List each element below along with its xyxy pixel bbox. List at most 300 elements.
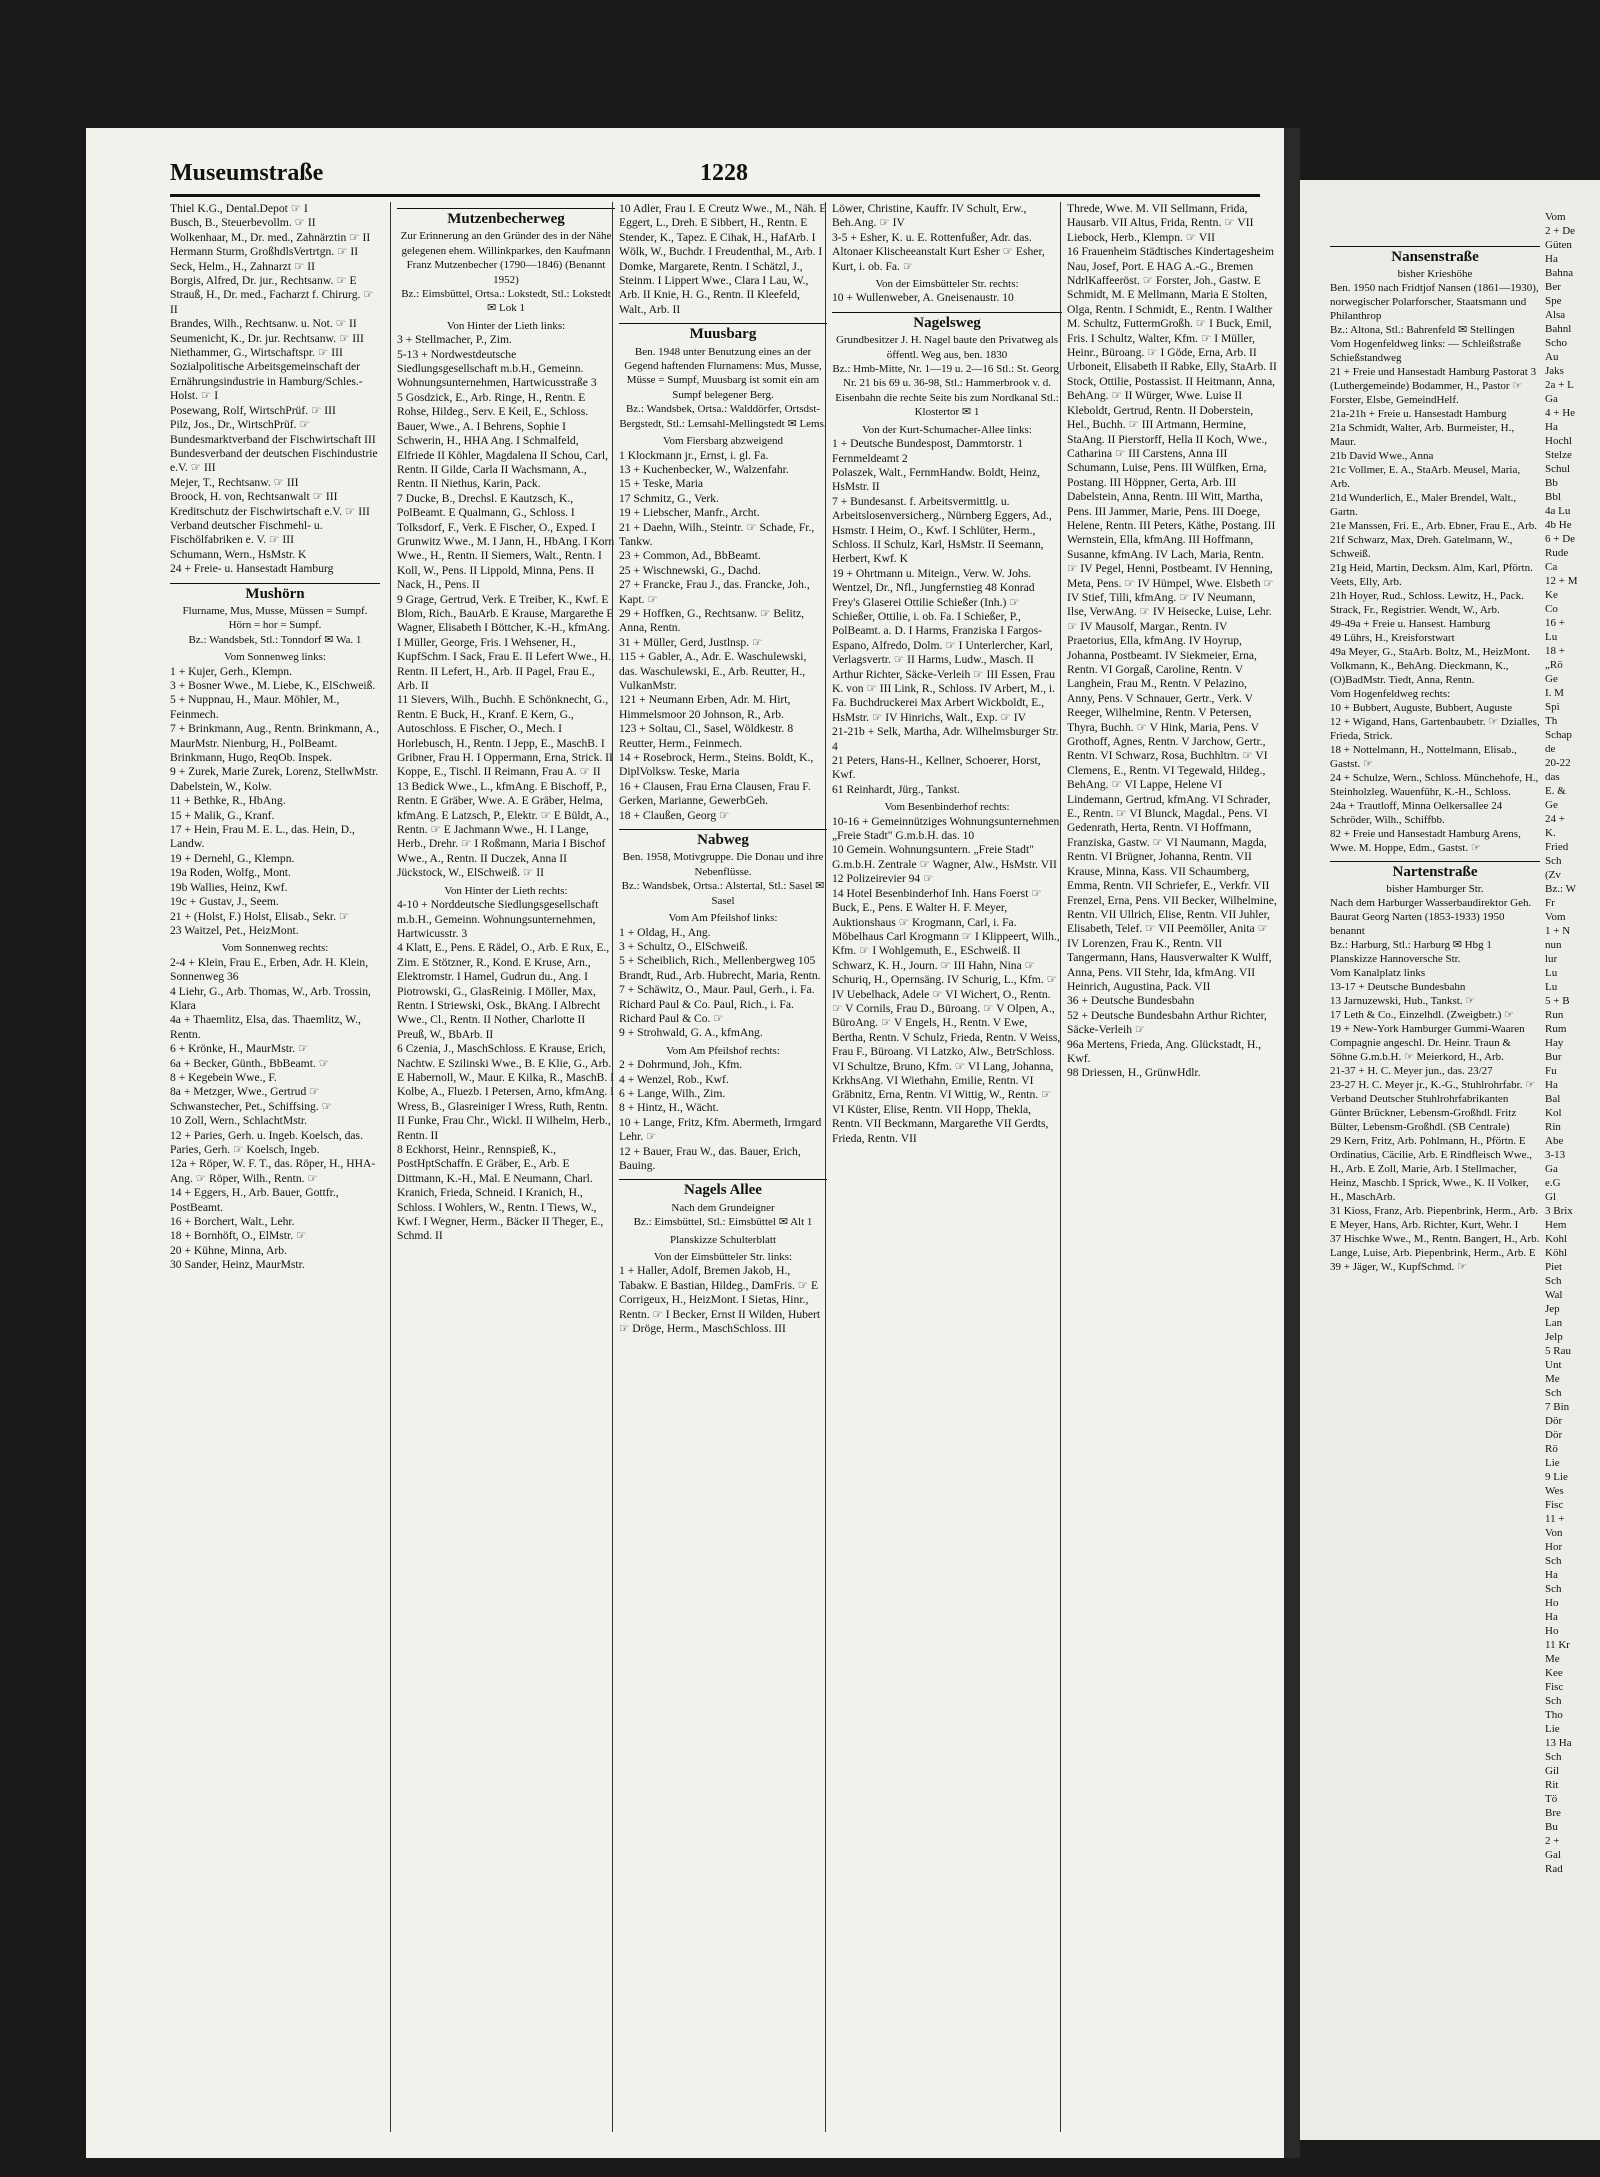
directory-entry: 123 + Soltau, Cl., Sasel, Wöldkestr. 8 Reutter, Herm., Feinmech. bbox=[619, 722, 794, 750]
directory-entry: Jelp bbox=[1545, 1331, 1563, 1343]
district-info: Bz.: Eimsbüttel, Ortsa.: Lokstedt, Stl.: Lokstedt ✉ Lok 1 bbox=[401, 288, 611, 315]
directory-entry: 5 + Scheiblich, Rich., Mellenbergweg 105 Brandt, Rud., Arb. Hubrecht, Maria, Rentn. bbox=[619, 954, 821, 982]
directory-entry: 37 Hischke Wwe., M., Rentn. Bangert, H., Arb. Lange, Luise, Arb. Piepenbrink, Herm., Arb. E bbox=[1330, 1233, 1540, 1259]
directory-entry: 17 + Hein, Frau M. E. L., das. Hein, D., Landw. bbox=[170, 823, 355, 851]
directory-entry: Tö bbox=[1545, 1793, 1558, 1805]
directory-entry: 16 + Clausen, Frau Erna Clausen, Frau F. Gerken, Marianne, GewerbGeh. bbox=[619, 779, 811, 808]
directory-entry: 29 Kern, Fritz, Arb. Pohlmann, H., Pförtn. E Ordinatius, Cäcilie, Arb. E Rindfleisch Wwe., H., Arb. E Zoll, Marie, Arb. I Stellmacher, Heinz, Maschb. I Sprick, Wwe., K. II Volker, H., MaschArb. bbox=[1330, 1135, 1533, 1203]
directory-entry: 52 + Deutsche Bundesbahn Arthur Richter, Säcke-Verleih ☞ bbox=[1067, 1008, 1267, 1037]
directory-entry: 13-17 + Deutsche Bundesbahn bbox=[1330, 981, 1466, 993]
directory-entry: Ha bbox=[1545, 253, 1558, 265]
directory-entry: Ge bbox=[1545, 799, 1558, 811]
directory-entry: 17 Leth & Co., Einzelhdl. (Zweigbetr.) ☞ bbox=[1330, 1009, 1514, 1021]
directory-entry: Abe bbox=[1545, 1135, 1564, 1147]
directory-entry: 21b David Wwe., Anna bbox=[1330, 450, 1434, 462]
entries-list bbox=[1545, 210, 1600, 1876]
directory-entry: Bre bbox=[1545, 1807, 1561, 1819]
entries-list bbox=[1330, 281, 1540, 855]
street-note: Nach dem Grundeigner bbox=[671, 1201, 775, 1214]
section-heading: Von Hinter der Lieth links: bbox=[446, 319, 566, 332]
directory-entry: Fu bbox=[1545, 1065, 1557, 1077]
directory-entry: 31 + Müller, Gerd, Justlnsp. ☞ bbox=[619, 635, 763, 649]
directory-entry: Kohl bbox=[1545, 1233, 1567, 1245]
directory-entry: 21c Vollmer, E. A., StaArb. Meusel, Maria, Arb. bbox=[1330, 464, 1521, 490]
directory-entry: 10 + Lange, Fritz, Kfm. Abermeth, Irmgard Lehr. ☞ bbox=[619, 1115, 822, 1144]
directory-entry: 13 Bedick Wwe., L., kfmAng. E Bischoff, P., Rentn. E Gräber, Wwe. A. E Gräber, Helma, kfmAng. E Latzsch, P., Elektr. ☞ E Büldt, A., Rentn. ☞ E Jachmann Wwe., H. I Lange, Herb., Drehr. ☞ I Roßmann, Maria I Bischof Wwe., A., Rentn. II Duczek, Anna II Jückstock, W., ElSchweiß. ☞ II bbox=[397, 779, 609, 880]
directory-entry: Seck, Helm., H., Zahnarzt ☞ II bbox=[170, 259, 315, 273]
section-heading: Vom Fiersbarg abzweigend bbox=[663, 435, 783, 448]
directory-entry: 11 Sievers, Wilh., Buchh. E Schönknecht, G., Rentn. E Buck, H., Kranf. E Kern, G., Autoschloss. E Fischer, O., Mech. I Horlebusch, H., Rentn. I Jepp, E., MaschB. I Gribner, Frau H. I Oppermann, Erna, Strick. II Koppe, E., Tischl. II Reimann, Frau A. ☞ II bbox=[397, 693, 613, 779]
directory-entry: 3-13 bbox=[1545, 1149, 1566, 1161]
directory-entry: Verband deutscher Fischmehl- u. Fischölfabriken e. V. ☞ III bbox=[170, 518, 323, 547]
entries-list bbox=[170, 665, 380, 939]
directory-entry: „Rö bbox=[1545, 659, 1563, 671]
header-street: Museumstraße bbox=[170, 160, 324, 186]
directory-entry: 8 + Kegebein Wwe., F. bbox=[170, 1070, 277, 1084]
directory-entry: Bb bbox=[1545, 477, 1558, 489]
directory-entry: 25 + Wischnewski, G., Dachd. bbox=[619, 563, 761, 577]
directory-entry: (Zv bbox=[1545, 869, 1561, 881]
directory-entry: 7 Bin bbox=[1545, 1401, 1570, 1413]
directory-entry: Co bbox=[1545, 603, 1558, 615]
directory-entry: Wal bbox=[1545, 1289, 1563, 1301]
directory-entry: Jep bbox=[1545, 1303, 1560, 1315]
directory-entry: Ke bbox=[1545, 589, 1558, 601]
directory-entry: 10 Gemein. Wohnungsuntern. „Freie Stadt" G.m.b.H. Zentrale ☞ Wagner, Alw., HsMstr. VII bbox=[832, 843, 1057, 871]
directory-entry: 8 + Hintz, H., Wächt. bbox=[619, 1101, 719, 1115]
directory-entry: 24 + Schulze, Wern., Schloss. Münchehofe, H., Steinholzleg. Wauenführ, K.-H., Schloss. bbox=[1330, 772, 1539, 798]
section-heading: Vom Besenbinderhof rechts: bbox=[884, 801, 1010, 814]
directory-entry: 9 + Strohwald, G. A., kfmAng. bbox=[619, 1026, 763, 1040]
directory-entry: Ge bbox=[1545, 673, 1558, 685]
directory-entry: Ho bbox=[1545, 1625, 1559, 1637]
directory-entry: Pilz, Jos., Dr., WirtschPrüf. ☞ bbox=[170, 418, 310, 432]
directory-entry: Bz.: Harburg, Stl.: Harburg ✉ Hbg 1 bbox=[1330, 939, 1492, 951]
directory-entry: Vom Hogenfeldweg links: — Schleißstraße Schießstandweg bbox=[1330, 338, 1522, 364]
directory-entry: 21a-21h + Freie u. Hansestadt Hamburg bbox=[1330, 408, 1507, 420]
directory-entry: das bbox=[1545, 771, 1560, 783]
directory-entry: 20 + Kühne, Minna, Arb. bbox=[170, 1243, 287, 1257]
directory-entry: Sozialpolitische Arbeitsgemeinschaft der Ernährungsindustrie in Hamburg/Schles.-Holst. ☞ I bbox=[170, 360, 363, 403]
directory-entry: 10 Zoll, Wern., SchlachtMstr. bbox=[170, 1114, 307, 1128]
directory-entry: 1 Klockmann jr., Ernst, i. gl. Fa. bbox=[619, 448, 769, 462]
directory-entry: I. M bbox=[1545, 687, 1564, 699]
directory-entry: Rum bbox=[1545, 1023, 1567, 1035]
directory-entry: 19a Roden, Wolfg., Mont. bbox=[170, 866, 291, 880]
directory-entry: Sch bbox=[1545, 1387, 1562, 1399]
directory-entry: Seumenicht, K., Dr. jur. Rechtsanw. ☞ III bbox=[170, 331, 364, 345]
directory-entry: 4-10 + Norddeutsche Siedlungsgesellschaft m.b.H., Gemeinn. Wohnungsunternehmen, Hartwicusstr. 3 bbox=[397, 898, 599, 940]
directory-entry: 7 + Bundesanst. f. Arbeitsvermittlg. u. Arbeitslosenversicherg., Nürnberg Eggers, Ad., Hsmstr. I Heim, O., Kwf. I Schlüter, Herm., Schloss. II Schulz, Karl, HsMstr. II Seemann, Herbert, Kwf. K bbox=[832, 494, 1052, 566]
street-note: Flurname, Mus, Musse, Müssen = Sumpf. Hörn = hor = Sumpf. bbox=[182, 604, 368, 632]
directory-entry: 13 + Kuchenbecker, W., Walzenfahr. bbox=[619, 462, 789, 476]
directory-entry: 12 + Bauer, Frau W., das. Bauer, Erich, Bauing. bbox=[619, 1144, 801, 1172]
directory-entry: 11 + bbox=[1545, 1513, 1565, 1525]
directory-entry: Lu bbox=[1545, 631, 1558, 643]
street-title-nagelsweg: Nagelsweg bbox=[832, 312, 1062, 330]
directory-entry: 98 Driessen, H., GrünwHdlr. bbox=[1067, 1066, 1201, 1080]
directory-entry: Jaks bbox=[1545, 365, 1564, 377]
directory-entry: 6 Czenia, J., MaschSchloss. E Krause, Erich, Nachtw. E Szilinski Wwe., B. E Klie, G., Arb. E Habernoll, W., Maur. E Kilka, R., MaschB. I Kolbe, A., Fluezb. I Petersen, Arno, kfmAng. I Wress, B., Glasreiniger I Wress, Ruth, Rentn. II Funke, Frau Chr., Wickl. II Wilhelm, Herb., Rentn. II bbox=[397, 1042, 615, 1142]
page-header bbox=[170, 160, 1260, 196]
directory-entry: 3 + Stellmacher, P., Zim. bbox=[397, 333, 512, 347]
directory-entry: Hor bbox=[1545, 1541, 1563, 1553]
directory-entry: Ha bbox=[1545, 1079, 1558, 1091]
column-5 bbox=[1060, 202, 1277, 2132]
directory-entry: Gl bbox=[1545, 1191, 1556, 1203]
directory-entry: Bundesverband der deutschen Fischindustrie e.V. ☞ III bbox=[170, 446, 378, 475]
directory-entry: Ga bbox=[1545, 1163, 1558, 1175]
entries-list bbox=[619, 926, 827, 1041]
header-rule bbox=[170, 194, 1260, 197]
directory-entry: Niethammer, G., Wirtschaftspr. ☞ III bbox=[170, 346, 343, 360]
directory-entry: 17 Schmitz, G., Verk. bbox=[619, 491, 719, 505]
directory-entry: Fisc bbox=[1545, 1499, 1564, 1511]
directory-entry: Wes bbox=[1545, 1485, 1564, 1497]
directory-entry: 6 + Lange, Wilh., Zim. bbox=[619, 1086, 726, 1100]
directory-entry: Bbl bbox=[1545, 491, 1561, 503]
directory-entry: Me bbox=[1545, 1653, 1560, 1665]
directory-entry: 21 + Freie und Hansestadt Hamburg Pastorat 3 (Luthergemeinde) Bodammer, H., Pastor ☞ Forster, Elsbe, GemeindHelf. bbox=[1330, 366, 1537, 406]
facing-column-cut bbox=[1545, 210, 1600, 2090]
section-heading: Vom Sonnenweg rechts: bbox=[221, 942, 329, 955]
directory-entry: 19 + Liebscher, Manfr., Archt. bbox=[619, 506, 760, 520]
directory-entry: 24 + Freie- u. Hansestadt Hamburg bbox=[170, 562, 334, 576]
directory-entry: Polaszek, Walt., FernmHandw. Boldt, Heinz, HsMstr. II bbox=[832, 465, 1041, 494]
directory-entry: Kol bbox=[1545, 1107, 1562, 1119]
directory-entry: 16 + Borchert, Walt., Lehr. bbox=[170, 1215, 295, 1229]
directory-entry: Ga bbox=[1545, 393, 1558, 405]
section-heading: Von der Eimsbütteler Str. rechts: bbox=[875, 278, 1019, 291]
directory-entry: Kreditschutz der Fischwirtschaft e.V. ☞ III bbox=[170, 504, 370, 518]
directory-entry: 21 Peters, Hans-H., Kellner, Schoerer, Horst, Kwf. bbox=[832, 754, 1041, 782]
directory-entry: 6 + Krönke, H., MaurMstr. ☞ bbox=[170, 1042, 309, 1056]
directory-entry: 4 + Wenzel, Rob., Kwf. bbox=[619, 1072, 729, 1086]
directory-entry: Posewang, Rolf, WirtschPrüf. ☞ III bbox=[170, 403, 336, 417]
directory-entry: Bu bbox=[1545, 1821, 1558, 1833]
street-title-nartenstrasse: Nartenstraße bbox=[1330, 861, 1540, 879]
directory-entry: Schumann, Wern., HsMstr. K bbox=[170, 547, 307, 561]
directory-entry: 20-22 bbox=[1545, 757, 1571, 769]
directory-entry: Bz.: Altona, Stl.: Bahrenfeld ✉ Stellingen bbox=[1330, 324, 1515, 336]
directory-entry: 3-5 + Esher, K. u. E. Rottenfußer, Adr. das. Altonaer Klischeeanstalt Kurt Esher ☞ Esher, Kurt, i. ob. Fa. ☞ bbox=[832, 230, 1045, 273]
entries-list bbox=[832, 291, 1062, 305]
section-heading: Vom Am Pfeilshof rechts: bbox=[666, 1044, 780, 1057]
directory-entry: 15 + Malik, G., Kranf. bbox=[170, 808, 275, 822]
directory-entry: Stelze bbox=[1545, 449, 1572, 461]
directory-entry: Lie bbox=[1545, 1723, 1560, 1735]
directory-entry: 8a + Metzger, Wwe., Gertrud ☞ Schwanstecher, Pet., Schiffsing. ☞ bbox=[170, 1085, 333, 1113]
directory-entry: Von bbox=[1545, 1527, 1563, 1539]
entries-museumstrasse bbox=[170, 202, 380, 577]
directory-entry: 14 + Rosebrock, Herm., Steins. Boldt, K., DiplVolksw. Teske, Maria bbox=[619, 751, 814, 779]
directory-entry: 2a + L bbox=[1545, 379, 1574, 391]
directory-entry: 21h Hoyer, Rud., Schloss. Lewitz, H., Pack. Strack, Fr., Registrier. Wendt, W., Arb. bbox=[1330, 590, 1524, 616]
directory-entry: 21a Schmidt, Walter, Arb. Burmeister, H., Maur. bbox=[1330, 422, 1515, 448]
directory-entry: 9 Lie bbox=[1545, 1471, 1568, 1483]
directory-entry: 3 Brix bbox=[1545, 1205, 1573, 1217]
district-info: Bz.: Wandsbek, Ortsa.: Walddörfer, Ortsdst-Bergstedt, Stl.: Lemsahl-Mellingstedt ✉ Lems. bbox=[619, 403, 827, 430]
directory-entry: 61 Reinhardt, Jürg., Tankst. bbox=[832, 782, 960, 796]
district-info: Bz.: Hmb-Mitte, Nr. 1—19 u. 2—16 Stl.: St. Georg, Nr. 21 bis 69 u. 36-98, Stl.: Hammerbrook v. d. Eisenbahn die rechte Seite bis zum Nordkanal Stl.: Klostertor ✉ 1 bbox=[832, 363, 1062, 419]
directory-entry: Schul bbox=[1545, 463, 1571, 475]
directory-entry: 21e Manssen, Fri. E., Arb. Ebner, Frau E., Arb. bbox=[1330, 520, 1538, 532]
directory-entry: Ca bbox=[1545, 561, 1558, 573]
directory-entry: e.G bbox=[1545, 1177, 1561, 1189]
directory-entry: 21-37 + H. C. Meyer jun., das. 23/27 bbox=[1330, 1065, 1493, 1077]
directory-entry: 18 + Nottelmann, H., Nottelmann, Elisab., Gastst. ☞ bbox=[1330, 744, 1517, 770]
directory-entry: Nach dem Harburger Wasserbaudirektor Geh. Baurat Georg Narten (1853-1933) 1950 benannt bbox=[1330, 897, 1532, 937]
directory-entry: 96a Mertens, Frieda, Ang. Glückstadt, H., Kwf. bbox=[1067, 1037, 1262, 1065]
directory-entry: Sch bbox=[1545, 855, 1562, 867]
directory-entry: 4 + He bbox=[1545, 407, 1576, 419]
directory-entry: Ha bbox=[1545, 1611, 1558, 1623]
facing-column bbox=[1330, 240, 1540, 2120]
directory-entry: Rin bbox=[1545, 1121, 1561, 1133]
directory-entry: Fr bbox=[1545, 897, 1555, 909]
street-note: Ben. 1958, Motivgruppe. Die Donau und ihre Nebenflüsse. bbox=[622, 851, 824, 878]
directory-entry: Au bbox=[1545, 351, 1559, 363]
directory-entry: 5 Rau bbox=[1545, 1345, 1571, 1357]
directory-entry: 11 + Bethke, R., HbAng. bbox=[170, 794, 286, 808]
directory-entry: 3 + Schultz, O., ElSchweiß. bbox=[619, 939, 748, 953]
section-heading: Planskizze Schulterblatt bbox=[670, 1233, 776, 1246]
directory-entry: 21-21b + Selk, Martha, Adr. Wilhelmsburger Str. 4 bbox=[832, 725, 1059, 753]
directory-entry: 15 + Teske, Maria bbox=[619, 477, 704, 491]
directory-entry: Tho bbox=[1545, 1709, 1563, 1721]
directory-entry: Sch bbox=[1545, 1555, 1562, 1567]
directory-entry: Hochl bbox=[1545, 435, 1572, 447]
directory-entry: Ben. 1950 nach Fridtjof Nansen (1861—1930), norwegischer Polarforscher, Staatsmann und Philanthrop bbox=[1330, 282, 1539, 322]
street-former-name: bisher Krieshöhe bbox=[1397, 268, 1473, 280]
directory-entry: 21g Heid, Martin, Decksm. Alm, Karl, Pförtn. Veets, Elly, Arb. bbox=[1330, 562, 1533, 588]
directory-entry: Ha bbox=[1545, 1569, 1558, 1581]
directory-entry: 7 + Brinkmann, Aug., Rentn. Brinkmann, A., MaurMstr. Nienburg, H., PolBeamt. Brinkmann, Hugo, ReqOb. Inspek. bbox=[170, 722, 380, 765]
directory-entry: Hay bbox=[1545, 1037, 1564, 1049]
directory-entry: 4a Lu bbox=[1545, 505, 1571, 517]
directory-entry: Busch, B., Steuerbevollm. ☞ II bbox=[170, 216, 316, 230]
directory-entry: Unt bbox=[1545, 1359, 1562, 1371]
directory-entry: 14 + Eggers, H., Arb. Bauer, Gottfr., PostBeamt. bbox=[170, 1186, 339, 1214]
directory-entry: Ha bbox=[1545, 421, 1558, 433]
directory-entry: Th bbox=[1545, 715, 1558, 727]
street-title-muusbarg: Muusbarg bbox=[619, 323, 827, 341]
directory-entry: Vom bbox=[1545, 211, 1566, 223]
directory-entry: 10 + Wullenweber, A. Gneisenaustr. 10 bbox=[832, 291, 1014, 305]
section-heading: Vom Sonnenweg links: bbox=[224, 651, 326, 664]
column-4 bbox=[825, 202, 1062, 2132]
directory-entry: Gil bbox=[1545, 1765, 1560, 1777]
directory-entry: 21 + Daehn, Wilh., Steintr. ☞ Schade, Fr., Tankw. bbox=[619, 520, 815, 548]
directory-entry: Sch bbox=[1545, 1275, 1562, 1287]
directory-entry: 4a + Thaemlitz, Elsa, das. Thaemlitz, W., Rentn. bbox=[170, 1013, 361, 1041]
district-info: Bz.: Wandsbek, Ortsa.: Alstertal, Stl.: Sasel ✉ Sasel bbox=[621, 880, 825, 907]
directory-entry: 16 + bbox=[1545, 617, 1565, 629]
directory-entry: Rö bbox=[1545, 1443, 1558, 1455]
directory-entry: 23 + Common, Ad., BbBeamt. bbox=[619, 549, 761, 563]
street-note: Ben. 1948 unter Benutzung eines an der Gegend haftenden Flurnamens: Mus, Musse, Müsse = Sumpf, Muusbarg ist somit ein am Sumpf belegener Berg. bbox=[624, 345, 822, 401]
directory-entry: Löwer, Christine, Kauffr. IV Schult, Erw., Beh.Ang. ☞ IV bbox=[832, 202, 1027, 230]
directory-entry: Hem bbox=[1545, 1219, 1567, 1231]
entries-list bbox=[619, 1058, 827, 1173]
directory-entry: Vom Kanalplatz links bbox=[1330, 967, 1426, 979]
column-3 bbox=[612, 202, 827, 2132]
directory-entry: 27 + Francke, Frau J., das. Francke, Joh., Kapt. ☞ bbox=[619, 578, 810, 606]
directory-entry: 23 Waitzel, Pet., HeizMont. bbox=[170, 923, 299, 937]
directory-entry: 1 + Haller, Adolf, Bremen Jakob, H., Tabakw. E Bastian, Hildeg., DamFris. ☞ E Corrigeux, H., HeizMont. I Sietas, Hinr., Rentn. ☞ I Becker, Ernst II Wilden, Hubert ☞ Dröge, Herm., MaschSchloss. III bbox=[619, 1264, 821, 1336]
directory-entry: lur bbox=[1545, 953, 1558, 965]
directory-entry: 5 + B bbox=[1545, 995, 1570, 1007]
directory-entry: 19b Wallies, Heinz, Kwf. bbox=[170, 880, 288, 894]
directory-entry: Spi bbox=[1545, 701, 1560, 713]
directory-entry: 18 + bbox=[1545, 645, 1565, 657]
directory-entry: Bundesmarktverband der Fischwirtschaft III bbox=[170, 432, 376, 446]
directory-entry: Vom Hogenfeldweg rechts: bbox=[1330, 688, 1451, 700]
entries-list bbox=[619, 1264, 827, 1336]
directory-entry: 10 Adler, Frau I. E Creutz Wwe., M., Näh. E Eggert, L., Dreh. E Sibbert, H., Rentn. E Stender, K., Tapez. E Cihak, H., HafArb. I Wölk, W., Buchdr. I Freudenthal, M., Arb. I Domke, Margarete, Rentn. I Schätzl, J., Steinm. I Lippert Wwe., Clara I Lau, W., Arb. II Knie, H. G., Rentn. II Kleefeld, Walt., Arb. II bbox=[619, 202, 827, 316]
street-title-nansenstrasse: Nansenstraße bbox=[1330, 246, 1540, 264]
directory-entry: 2 + bbox=[1545, 1835, 1560, 1847]
directory-entry: 12a + Röper, W. F. T., das. Röper, H., HHA-Ang. ☞ Röper, Wilh., Rentn. ☞ bbox=[170, 1157, 376, 1185]
entries-list bbox=[1330, 896, 1540, 1274]
directory-entry: 13 Jarnuzewski, Hub., Tankst. ☞ bbox=[1330, 995, 1476, 1007]
directory-entry: Fried bbox=[1545, 841, 1569, 853]
section-heading: Von Hinter der Lieth rechts: bbox=[444, 884, 568, 897]
directory-entry: Bahnl bbox=[1545, 323, 1572, 335]
entries-list bbox=[397, 898, 615, 1244]
directory-entry: 3 + Bosner Wwe., M. Liebe, K., ElSchweiß. bbox=[170, 679, 376, 692]
directory-entry: Dör bbox=[1545, 1415, 1563, 1427]
directory-entry: 18 + Claußen, Georg ☞ bbox=[619, 808, 730, 822]
directory-entry: 8 Eckhorst, Heinr., Rennspieß, K., PostHptSchaffn. E Gräber, E., Arb. E Dittmann, K.-H., Mal. E Neumann, Charl. Kranich, Frieda, Schneid. I Kranich, H., Schloss. I Wohlers, W., Rentn. I Tiews, W., Kwf. I Wegner, Herm., Bäcker II Theger, E., Schmd. II bbox=[397, 1143, 604, 1243]
directory-entry: 1 + Oldag, H., Ang. bbox=[619, 925, 711, 939]
directory-entry: Schap bbox=[1545, 729, 1572, 741]
directory-entry: Bal bbox=[1545, 1093, 1561, 1105]
directory-entry: 21d Wunderlich, E., Maler Brendel, Walt., Gartn. bbox=[1330, 492, 1517, 518]
entries-list bbox=[832, 815, 1062, 1146]
directory-entry: 115 + Gabler, A., Adr. E. Waschulewski, das. Waschulewski, E., Arb. Reutter, H., VulkanMstr. bbox=[619, 650, 807, 692]
directory-entry: 13 Ha bbox=[1545, 1737, 1572, 1749]
directory-entry: Hermann Sturm, GroßhdlsVertrtgn. ☞ II bbox=[170, 245, 359, 259]
directory-entry: Ber bbox=[1545, 281, 1561, 293]
directory-entry: Broock, H. von, Rechtsanwalt ☞ III bbox=[170, 490, 338, 504]
directory-entry: 2 + Dohrmund, Joh., Kfm. bbox=[619, 1058, 743, 1072]
directory-entry: 24 + bbox=[1545, 813, 1565, 825]
directory-entry: 2 + De bbox=[1545, 225, 1576, 237]
directory-entry: 12 + Paries, Gerh. u. Ingeb. Koelsch, das. Paries, Gerh. ☞ Koelsch, Ingeb. bbox=[170, 1128, 363, 1156]
directory-entry: Lu bbox=[1545, 967, 1558, 979]
directory-entry: 19 + Ohrtmann u. Miteign., Verw. W. Johs. Wentzel, Dr., Nfl., Jungfernstieg 48 Konrad Frey's Glaserei Ottilie Schießer (Inh.) ☞ Schießer, Ottilie, i. ob. Fa. I Schießer, P., PolBeamt. a. D. I Harms, Franziska I Fargos-Espano, Alfredo, Dolm. ☞ I Unterlercher, Karl, Verlagsvertr. ☞ II Harms, Ludw., Masch. II Arthur Richter, Säcke-Verleih ☞ III Essen, Frau K. von ☞ III Link, R., Schloss. IV Arbert, M., i. Fa. Buchdruckerei Max Arbert Wickboldt, E., HsMstr. ☞ IV Hinrichs, Walt., Exp. ☞ IV bbox=[832, 566, 1056, 724]
entries-list bbox=[170, 956, 380, 1273]
directory-entry: Sch bbox=[1545, 1583, 1562, 1595]
street-former-name: bisher Hamburger Str. bbox=[1386, 883, 1484, 895]
directory-entry: 30 Sander, Heinz, MaurMstr. bbox=[170, 1258, 305, 1272]
directory-entry: Vom bbox=[1545, 911, 1566, 923]
column-2 bbox=[390, 202, 615, 2132]
directory-entry: Rude bbox=[1545, 547, 1569, 559]
entries-list bbox=[832, 202, 1062, 274]
directory-entry: 31 Kioss, Franz, Arb. Piepenbrink, Herm., Arb. E Meyer, Hans, Arb. Richter, Kurt, Wehr. I bbox=[1330, 1205, 1539, 1231]
directory-entry: Lu bbox=[1545, 981, 1558, 993]
directory-entry: 5 + Nuppnau, H., Maur. Möhler, M., Feinmech. bbox=[170, 693, 340, 721]
directory-entry: 12 + Wigand, Hans, Gartenbaubetr. ☞ Dzialles, Frieda, Strick. bbox=[1330, 716, 1540, 742]
directory-entry: 11 Kr bbox=[1545, 1639, 1570, 1651]
directory-entry: 1 + N bbox=[1545, 925, 1571, 937]
directory-entry: 1 + Deutsche Bundespost, Dammtorstr. 1 Fernmeldeamt 2 bbox=[832, 437, 1024, 465]
directory-entry: 7 + Schäwitz, O., Maur. Paul, Gerh., i. Fa. Richard Paul & Co. Paul, Rich., i. Fa. Richard Paul & Co. ☞ bbox=[619, 983, 815, 1025]
directory-entry: K. bbox=[1545, 827, 1556, 839]
directory-entry: 5-13 + Nordwestdeutsche Siedlungsgesellschaft m.b.H., Gemeinn. Wohnungsunternehmen, Hartwicusstraße 3 bbox=[397, 347, 597, 390]
directory-entry: 82 + Freie und Hansestadt Hamburg Arens, Wwe. M. Hoppe, Edm., Gastst. ☞ bbox=[1330, 828, 1521, 854]
section-heading: Von der Eimsbütteler Str. links: bbox=[653, 1251, 793, 1264]
section-heading: Vom Am Pfeilshof links: bbox=[668, 912, 778, 925]
directory-entry: Güten bbox=[1545, 239, 1572, 251]
directory-entry: 21f Schwarz, Max, Dreh. Gatelmann, W., Schweiß. bbox=[1330, 534, 1513, 560]
directory-entry: 29 + Hoffken, G., Rechtsanw. ☞ Belitz, Anna, Rentn. bbox=[619, 606, 805, 635]
directory-entry: Brandes, Wilh., Rechtsanw. u. Not. ☞ II bbox=[170, 317, 357, 331]
directory-entry: 14 Hotel Besenbinderhof Inh. Hans Foerst ☞ Buck, E., Pens. E Walter H. F. Meyer, Auktionshaus ☞ Krogmann, Carl, i. Fa. Möbelhaus Carl Krogmann ☞ I Klippeert, Wilh., Kfm. ☞ I Wohlgemuth, E., ESchweiß. II Schwarz, K. H., Journ. ☞ III Hahn, Nina ☞ Schuriq, H., Opernsäng. IV Schurig, L., Kfm. ☞ IV Uebelhack, Adele ☞ VI Wichert, O., Rentn. ☞ V Cornils, Frau D., Büroang. ☞ V Olpen, A., BüroAng. ☞ V Engels, H., Rentn. V Ewe, Bertha, Rentn. V Schulz, Frieda, Rentn. V Weiss, Frau F., Büroang. VI Latzko, Alw., BetrSchloss. VI Schultze, Bruno, Kfm. ☞ VI Lang, Johanna, KrkhsAng. VI Wiethahn, Emilie, Rentn. VI Gräbnitz, Erna, Rentn. VI Wittig, W., Rentn. ☞ VI Küster, Elise, Rentn. VII Hopp, Thekla, Rentn. VII Beckmann, Margarethe VII Gerdts, Frieda, Rentn. VII bbox=[832, 886, 1061, 1145]
directory-entry: Mejer, T., Rechtsanw. ☞ III bbox=[170, 475, 299, 489]
directory-entry: 4 Klatt, E., Pens. E Rädel, O., Arb. E Rux, E., Zim. E Stötzner, R., Kond. E Kruse, Arn., Elektromstr. I Hamel, Gudrun du., Ang. I Piotrowski, G., GlasReinig. I Möller, Max, Rentn. I Striewski, Osk., BkAng. I Albrecht Wwe., Cl., Rentn. II Nother, Charlotte II Preuß, W., BbArb. II bbox=[397, 941, 610, 1041]
section-heading: Von der Kurt-Schumacher-Allee links: bbox=[862, 423, 1032, 436]
directory-entry: 2-4 + Klein, Frau E., Erben, Adr. H. Klein, Sonnenweg 36 bbox=[170, 955, 369, 984]
directory-entry: Alsa bbox=[1545, 309, 1566, 321]
directory-entry: Ho bbox=[1545, 1597, 1559, 1609]
directory-entry: Spe bbox=[1545, 295, 1562, 307]
directory-entry: Kee bbox=[1545, 1667, 1563, 1679]
directory-entry: 49a Meyer, G., StaArb. Boltz, M., HeizMont. Volkmann, K., BehAng. Dieckmann, K., (O)BadMstr. Tiedt, Anna, Rentn. bbox=[1330, 646, 1530, 686]
directory-entry: 19 + New-York Hamburger Gummi-Waaren Compagnie angeschl. Dr. Heinr. Traun & Söhne G.m.b.H. ☞ Meierkord, H., Arb. bbox=[1330, 1023, 1525, 1063]
directory-entry: Strauß, H., Dr. med., Facharzt f. Chirurg. ☞ II bbox=[170, 288, 374, 316]
directory-entry: Lan bbox=[1545, 1317, 1563, 1329]
directory-entry: 6a + Becker, Günth., BbBeamt. ☞ bbox=[170, 1056, 330, 1070]
entries-list bbox=[832, 437, 1062, 797]
directory-entry: Planskizze Hannoversche Str. bbox=[1330, 953, 1461, 965]
directory-entry: 1 + Kujer, Gerh., Klempn. bbox=[170, 664, 292, 678]
directory-entry: Fisc bbox=[1545, 1681, 1564, 1693]
directory-entry: Köhl bbox=[1545, 1247, 1567, 1259]
directory-entry: Sch bbox=[1545, 1695, 1562, 1707]
directory-entry: Bz.: W bbox=[1545, 883, 1576, 895]
directory-entry: 6 + De bbox=[1545, 533, 1576, 545]
district-info: Bz.: Eimsbüttel, Stl.: Eimsbüttel ✉ Alt 1 bbox=[633, 1216, 813, 1229]
directory-entry: 4b He bbox=[1545, 519, 1572, 531]
directory-entry: 9 Grage, Gertrud, Verk. E Treiber, K., Kwf. E Blom, Rich., BauArb. E Krause, Margarethe E Wagner, Elisabeth I Böttcher, K.-H., kfmAng. I Müller, George, Fris. I Wehsener, H., KupfSchm. I Sack, Frau E. II Lefert Wwe., H., Rentn. II Lefert, H., Arb. II Pagel, Frau E., Arb. II bbox=[397, 592, 615, 692]
directory-entry: 9 + Zurek, Marie Zurek, Lorenz, StellwMstr. Dabelstein, W., Kolw. bbox=[170, 765, 379, 793]
directory-entry: Scho bbox=[1545, 337, 1567, 349]
directory-entry: Rad bbox=[1545, 1863, 1563, 1875]
directory-entry: 12 + M bbox=[1545, 575, 1578, 587]
entries-list bbox=[1067, 202, 1277, 1081]
directory-entry: 36 + Deutsche Bundesbahn bbox=[1067, 994, 1195, 1008]
street-title-nagels-allee: Nagels Allee bbox=[619, 1179, 827, 1197]
directory-entry: 16 Frauenheim Städtisches Kindertagesheim Nau, Josef, Port. E HAG A.-G., Bremen NdrlKaffeeröst. ☞ Forster, Joh., Gastw. E Schmidt, M. E Mellmann, Maria E Stolten, Olga, Rentn. I Schmidt, E., Rentn. I Walther M. Schultz, FuttermGroßh. ☞ I Buck, Emil, Fris. I Schultz, Walter, Kfm. ☞ I Müller, Heinr., Büroang. ☞ I Göde, Erna, Arb. II Urboneit, Elisabeth II Rabke, Elly, StaArb. II Stock, Ottilie, Postassist. II Heitmann, Anna, BehAng. ☞ II Würger, Wwe. Luise II Kleboldt, Gertrud, Rentn. II Doberstein, Hel., Buchh. ☞ III Artmann, Hermine, StaAng. II Pierstorff, Hella II Koch, Wwe., Catharina ☞ III Carstens, Anna III Schumann, Luise, Pens. III Wülfken, Erna, Postang. III Höppner, Gerta, Arb. III Dabelstein, Anna, Rentn. III Witt, Martha, Pens. III Jammer, Marie, Pens. III Doege, Helene, Rentn. III Peters, Käthe, Postang. III Wernstein, Ella, kfmAng. III Hoffmann, Susanne, kfmAng. IV Lach, Maria, Rentn. ☞ IV Pegel, Henni, Postbeamt. IV Henning, Meta, Pens. ☞ IV Hümpel, Wwe. Elsbeth ☞ IV Stief, Tilli, kfmAng. ☞ IV Neumann, Ilse, VerwAng. ☞ IV Heisecke, Luise, Lehr. ☞ IV Mausolf, Margar., Rentn. IV Praetorius, Ella, kfmAng. IV Hoyrup, Johanna, Postbeamt. IV Siekmeier, Erna, Rentn. VI Gorgaß, Caroline, Rentn. V Langhein, Frau M., Rentn. V Pelazino, Anny, Pens. V Schnauer, Gertr., Verk. V Reeger, Wilhelmine, Rentn. V Petersen, Thyra, Buchh. ☞ V Hink, Maria, Pens. V Grothoff, Agnes, Rentn. V Jarchow, Gertr., Rentn. VI Schwarz, Rosa, Buchhltrn. ☞ VI Clemens, E., Rentn. VI Tegewald, Hildeg., BehAng. ☞ VI Lappe, Helene VI Lindemann, Gertrud, kfmAng. VI Schrader, E., Rentn. ☞ VI Blunck, Magdal., Pens. VI Gedenrath, Herta, Rentn. VI Hoffmann, Franziska, Gastw. ☞ VI Naumann, Magda, Rentn. VI Brügner, Johanna, Rentn. VII Krause, Minna, Kass. VII Schaumberg, Emma, Rentn. VII Schriefer, E., Verkfr. VII Frenzel, Erna, Pens. VII Becker, Wilhelmine, Rentn. VII Ullrich, Elise, Rentn. VII Juhler, Elisabeth, Telef. ☞ VII Peemöller, Anita ☞ IV Lorenzen, Frau K., Rentn. VII Tangermann, Hans, Hausverwalter K Wulff, Anna, Pens. VII Stehr, Ida, kfmAng. VII Heinrich, Augustina, Pack. VII bbox=[1067, 245, 1277, 993]
directory-entry: Me bbox=[1545, 1373, 1560, 1385]
directory-entry: Dör bbox=[1545, 1429, 1563, 1441]
directory-entry: 19 + Dernehl, G., Klempn. bbox=[170, 851, 295, 865]
directory-entry: nun bbox=[1545, 939, 1562, 951]
entries-list bbox=[397, 333, 615, 880]
directory-entry: 24a + Trautloff, Minna Oelkersallee 24 Schröder, Wilh., Schiffbb. bbox=[1330, 800, 1503, 826]
directory-entry: Run bbox=[1545, 1009, 1564, 1021]
directory-entry: Piet bbox=[1545, 1261, 1563, 1273]
directory-entry: 10 + Bubbert, Auguste, Bubbert, Auguste bbox=[1330, 702, 1513, 714]
district-info: Bz.: Wandsbek, Stl.: Tonndorf ✉ Wa. 1 bbox=[188, 633, 362, 646]
column-1 bbox=[170, 202, 380, 2132]
directory-entry: Rit bbox=[1545, 1779, 1559, 1791]
directory-entry: 10-16 + Gemeinnütziges Wohnungsunternehmen „Freie Stadt" G.m.b.H. das. 10 bbox=[832, 814, 1060, 843]
directory-entry: 5 Gosdzick, E., Arb. Ringe, H., Rentn. E Rohse, Hildeg., Serv. E Keil, E., Schloss. Bauer, Wwe., A. I Behrens, Sophie I Schwerin, H., HHA Ang. I Schmalfeld, Elfriede II Köhler, Magdalena II Schou, Carl, Rentn. II Gilde, Carla II Wachsmann, A., Rentn. II Niethus, Karin, Pack. bbox=[397, 390, 609, 491]
